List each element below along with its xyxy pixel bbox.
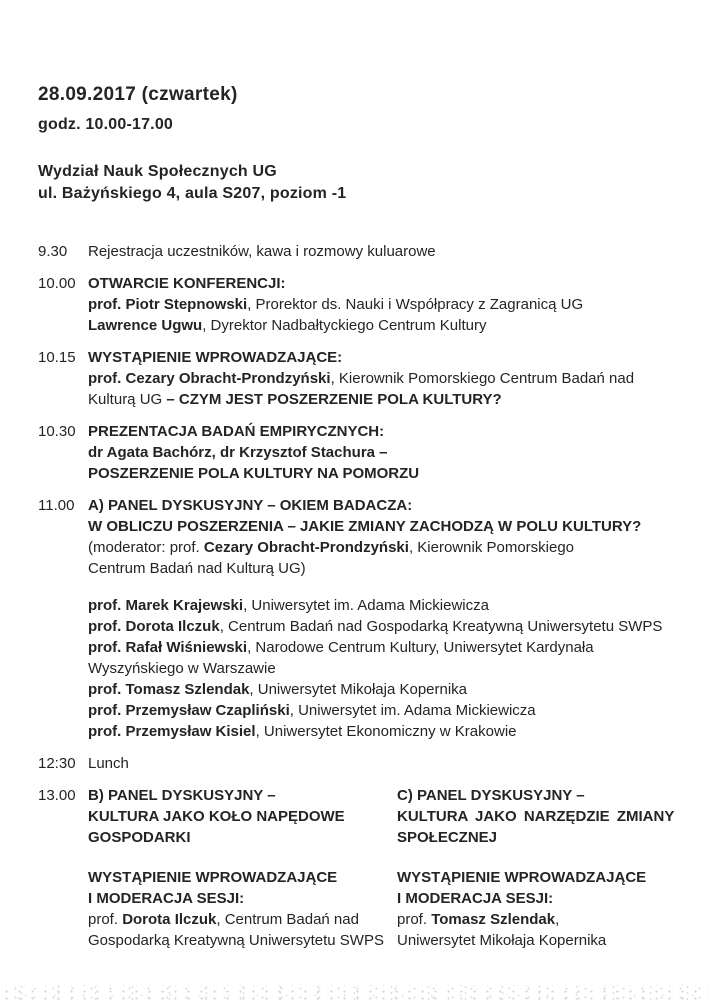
intro-title: WYSTĄPIENIE WPROWADZAJĄCE: bbox=[88, 349, 343, 366]
moderator-name: Cezary Obracht-Prondzyński bbox=[203, 539, 409, 556]
panel-b-sub-line2: I MODERACJA SESJI: bbox=[88, 890, 245, 907]
speaker-desc: , Kierownik Pomorskiego Centrum Badań nad bbox=[330, 370, 635, 387]
panelist-name: prof. Dorota Ilczuk bbox=[88, 618, 220, 635]
presentation-topic: POSZERZENIE POLA KULTURY NA POMORZU bbox=[88, 465, 420, 482]
panelist-name: prof. Marek Krajewski bbox=[88, 597, 244, 614]
panel-a-moderator-line2: Centrum Badań nad Kulturą UG) bbox=[88, 560, 306, 577]
moderator-desc: , Kierownik Pomorskiego bbox=[408, 539, 575, 556]
schedule-row-opening bbox=[38, 273, 680, 336]
event-hours: godz. 10.00-17.00 bbox=[38, 116, 174, 133]
time-label: 10.15 bbox=[38, 349, 76, 366]
panel-c-column bbox=[397, 785, 680, 951]
panelist-name: prof. Przemysław Kisiel bbox=[88, 723, 256, 740]
panel-a-moderator-line1 bbox=[88, 537, 680, 558]
panelist-item bbox=[88, 637, 680, 658]
lunch-text: Lunch bbox=[88, 755, 129, 772]
registration-text: Rejestracja uczestników, kawa i rozmowy kuluarowe bbox=[88, 243, 436, 260]
panel-c-sub-line1: WYSTĄPIENIE WPROWADZAJĄCE bbox=[397, 869, 647, 886]
panel-b-speaker-line1 bbox=[88, 909, 397, 930]
opening-speaker-1 bbox=[88, 294, 680, 315]
panel-b-intro-block bbox=[88, 867, 397, 951]
presentation-speakers: dr Agata Bachórz, dr Krzysztof Stachura – bbox=[88, 444, 388, 461]
intro-topic: – CZYM JEST POSZERZENIE POLA KULTURY? bbox=[166, 391, 502, 408]
panel-b-column bbox=[88, 785, 397, 951]
two-column-panels bbox=[88, 785, 680, 951]
page-title-date: 28.09.2017 (czwartek) bbox=[38, 84, 238, 105]
panelist-affiliation: , Uniwersytet im. Adama Mickiewicza bbox=[289, 702, 536, 719]
speaker-desc: , Prorektor ds. Nauki i Współpracy z Zagranicą UG bbox=[247, 296, 584, 313]
time-label: 10.00 bbox=[38, 275, 76, 292]
scan-artifact-band bbox=[0, 985, 708, 1000]
schedule-row-presentation bbox=[38, 421, 680, 484]
panelist-item bbox=[88, 721, 680, 742]
panel-c-speaker-line1 bbox=[397, 909, 680, 930]
speaker-name: Tomasz Szlendak bbox=[431, 911, 556, 928]
schedule-row-registration bbox=[38, 241, 680, 262]
time-label: 9.30 bbox=[38, 243, 68, 260]
opening-title: OTWARCIE KONFERENCJI: bbox=[88, 275, 286, 292]
panel-a-title-line1: A) PANEL DYSKUSYJNY – OKIEM BADACZA: bbox=[88, 497, 413, 514]
speaker-prefix: prof. bbox=[397, 911, 432, 928]
panel-b-speaker-line2: Gospodarką Kreatywną Uniwersytetu SWPS bbox=[88, 932, 384, 949]
panelist-name: prof. Rafał Wiśniewski bbox=[88, 639, 248, 656]
speaker-name: prof. Piotr Stepnowski bbox=[88, 296, 248, 313]
speaker-desc: , Dyrektor Nadbałtyckiego Centrum Kultury bbox=[202, 317, 487, 334]
panelist-name: prof. Przemysław Czapliński bbox=[88, 702, 290, 719]
panelist-item bbox=[88, 595, 680, 616]
speaker-suffix: , bbox=[555, 911, 560, 928]
panel-c-title-line2: KULTURA JAKO NARZĘDZIE ZMIANY bbox=[397, 808, 675, 825]
panelist-affiliation: , Centrum Badań nad Gospodarką Kreatywną Uniwersytetu SWPS bbox=[219, 618, 663, 635]
time-label: 11.00 bbox=[38, 497, 75, 514]
panel-b-title-line1: B) PANEL DYSKUSYJNY – bbox=[88, 787, 276, 804]
panel-c-sub-line2: I MODERACJA SESJI: bbox=[397, 890, 554, 907]
speaker-prefix: prof. bbox=[88, 911, 123, 928]
schedule-row-panel-a bbox=[38, 495, 680, 742]
presentation-title: PREZENTACJA BADAŃ EMPIRYCZNYCH: bbox=[88, 423, 385, 440]
schedule-row-intro-speech bbox=[38, 347, 680, 410]
panelist-item bbox=[88, 616, 680, 637]
panel-c-speaker-line2: Uniwersytet Mikołaja Kopernika bbox=[397, 932, 607, 949]
speaker-name: prof. Cezary Obracht-Prondzyński bbox=[88, 370, 331, 387]
panelist-item bbox=[88, 679, 680, 700]
panel-b-title-line3: GOSPODARKI bbox=[88, 829, 191, 846]
moderator-prefix: (moderator: prof. bbox=[88, 539, 204, 556]
speaker-name: Lawrence Ugwu bbox=[88, 317, 203, 334]
panelist-affiliation: , Uniwersytet Ekonomiczny w Krakowie bbox=[255, 723, 517, 740]
panel-a-panelists bbox=[88, 595, 680, 742]
opening-speaker-2 bbox=[88, 315, 680, 336]
panel-b-title-line2: KULTURA JAKO KOŁO NAPĘDOWE bbox=[88, 808, 345, 825]
venue-block bbox=[38, 161, 680, 205]
schedule-row-panels-bc bbox=[38, 785, 680, 951]
panel-c-title-line1: C) PANEL DYSKUSYJNY – bbox=[397, 787, 585, 804]
intro-speaker-line1 bbox=[88, 368, 680, 389]
venue-address: ul. Bażyńskiego 4, aula S207, poziom -1 bbox=[38, 185, 347, 202]
panelist-affiliation: , Narodowe Centrum Kultury, Uniwersytet Kardynała bbox=[247, 639, 594, 656]
speaker-desc: , Centrum Badań nad bbox=[216, 911, 359, 928]
time-label: 13.00 bbox=[38, 787, 76, 804]
panelist-affiliation: , Uniwersytet im. Adama Mickiewicza bbox=[243, 597, 489, 614]
speaker-name: Dorota Ilczuk bbox=[122, 911, 217, 928]
panel-b-sub-line1: WYSTĄPIENIE WPROWADZAJĄCE bbox=[88, 869, 338, 886]
panelist-item-wrap: Wyszyńskiego w Warszawie bbox=[88, 660, 276, 677]
speaker-desc: Kulturą UG bbox=[88, 391, 167, 408]
time-label: 12:30 bbox=[38, 755, 76, 772]
panelist-item bbox=[88, 700, 680, 721]
panelist-name: prof. Tomasz Szlendak bbox=[88, 681, 250, 698]
venue-name: Wydział Nauk Społecznych UG bbox=[38, 163, 277, 180]
panelist-affiliation: , Uniwersytet Mikołaja Kopernika bbox=[249, 681, 468, 698]
panel-c-title-line3: SPOŁECZNEJ bbox=[397, 829, 498, 846]
panel-c-intro-block bbox=[397, 867, 680, 951]
schedule-row-lunch bbox=[38, 753, 680, 774]
panel-a-title-line2: W OBLICZU POSZERZENIA – JAKIE ZMIANY ZACHODZĄ W POLU KULTURY? bbox=[88, 518, 642, 535]
time-label: 10.30 bbox=[38, 423, 76, 440]
intro-speaker-line2 bbox=[88, 389, 680, 410]
